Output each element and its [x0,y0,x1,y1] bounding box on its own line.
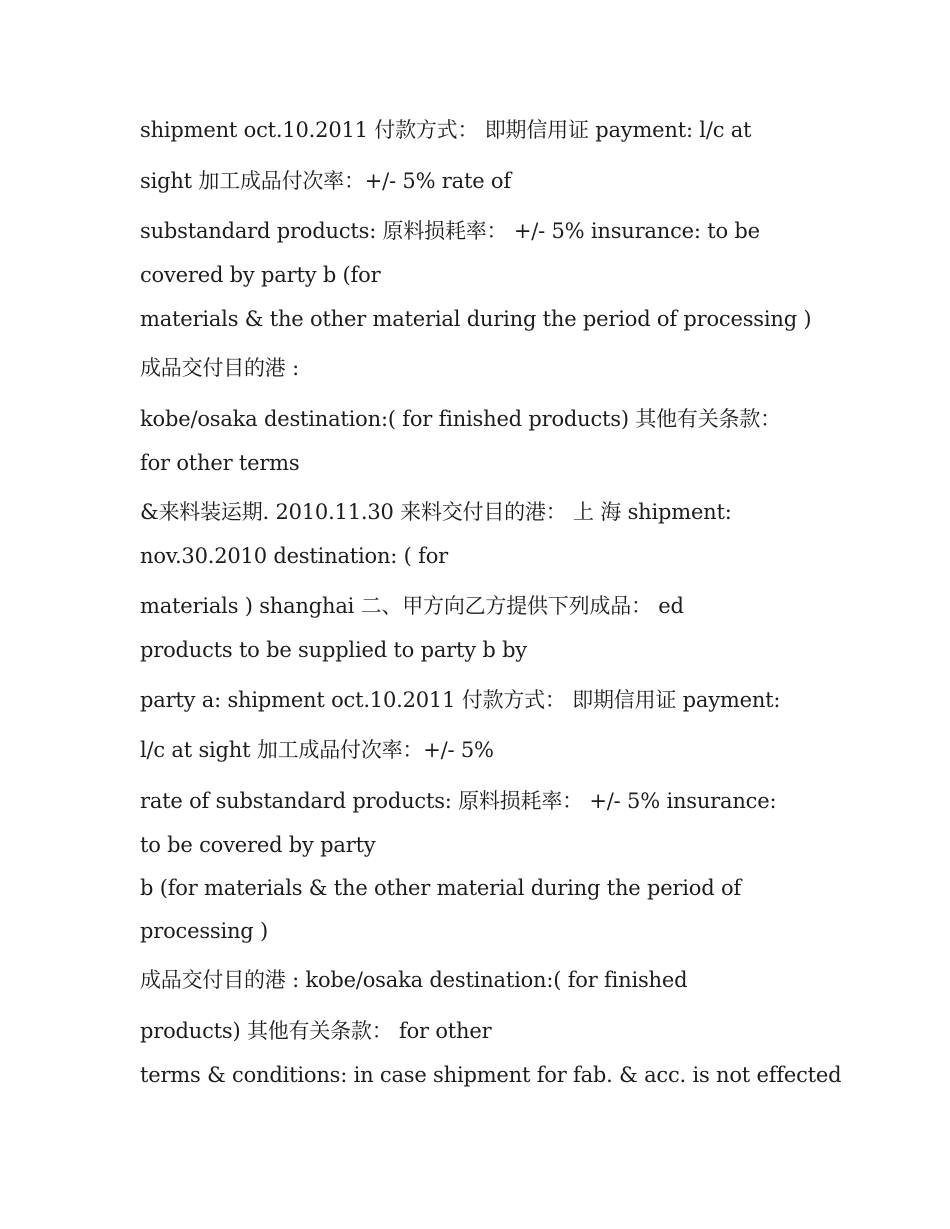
text-line: to be covered by party [140,833,376,857]
text-line: covered by party b (for [140,263,381,287]
text-line: &来料装运期. 2010.11.30 来料交付目的港： 上 海 shipment: [140,500,732,524]
text-line: materials & the other material during the period of processing ) [140,307,812,331]
text-line: shipment oct.10.2011 付款方式： 即期信用证 payment: l/c at [140,118,752,142]
text-line: products to be supplied to party b by [140,638,527,662]
text-line: 成品交付目的港 : [140,356,299,380]
text-line: processing ) [140,919,269,943]
text-line: b (for materials & the other material during the period of [140,876,741,900]
text-line: sight 加工成品付次率：+/- 5% rate of [140,169,511,193]
text-line: l/c at sight 加工成品付次率：+/- 5% [140,738,494,762]
text-line: substandard products: 原料损耗率： +/- 5% insurance: to be [140,219,760,243]
text-line: nov.30.2010 destination: ( for [140,544,448,568]
text-line: rate of substandard products: 原料损耗率： +/- 5% insurance: [140,789,777,813]
text-line: materials ) shanghai 二、甲方向乙方提供下列成品： ed [140,594,684,618]
text-line: for other terms [140,451,300,475]
text-line: kobe/osaka destination:( for finished products) 其他有关条款： [140,407,781,431]
text-line: terms & conditions: in case shipment for fab. & acc. is not effected [140,1063,842,1087]
text-line: products) 其他有关条款： for other [140,1019,492,1043]
text-line: party a: shipment oct.10.2011 付款方式： 即期信用证 payment: [140,688,781,712]
text-line: 成品交付目的港 : kobe/osaka destination:( for finished [140,968,688,992]
